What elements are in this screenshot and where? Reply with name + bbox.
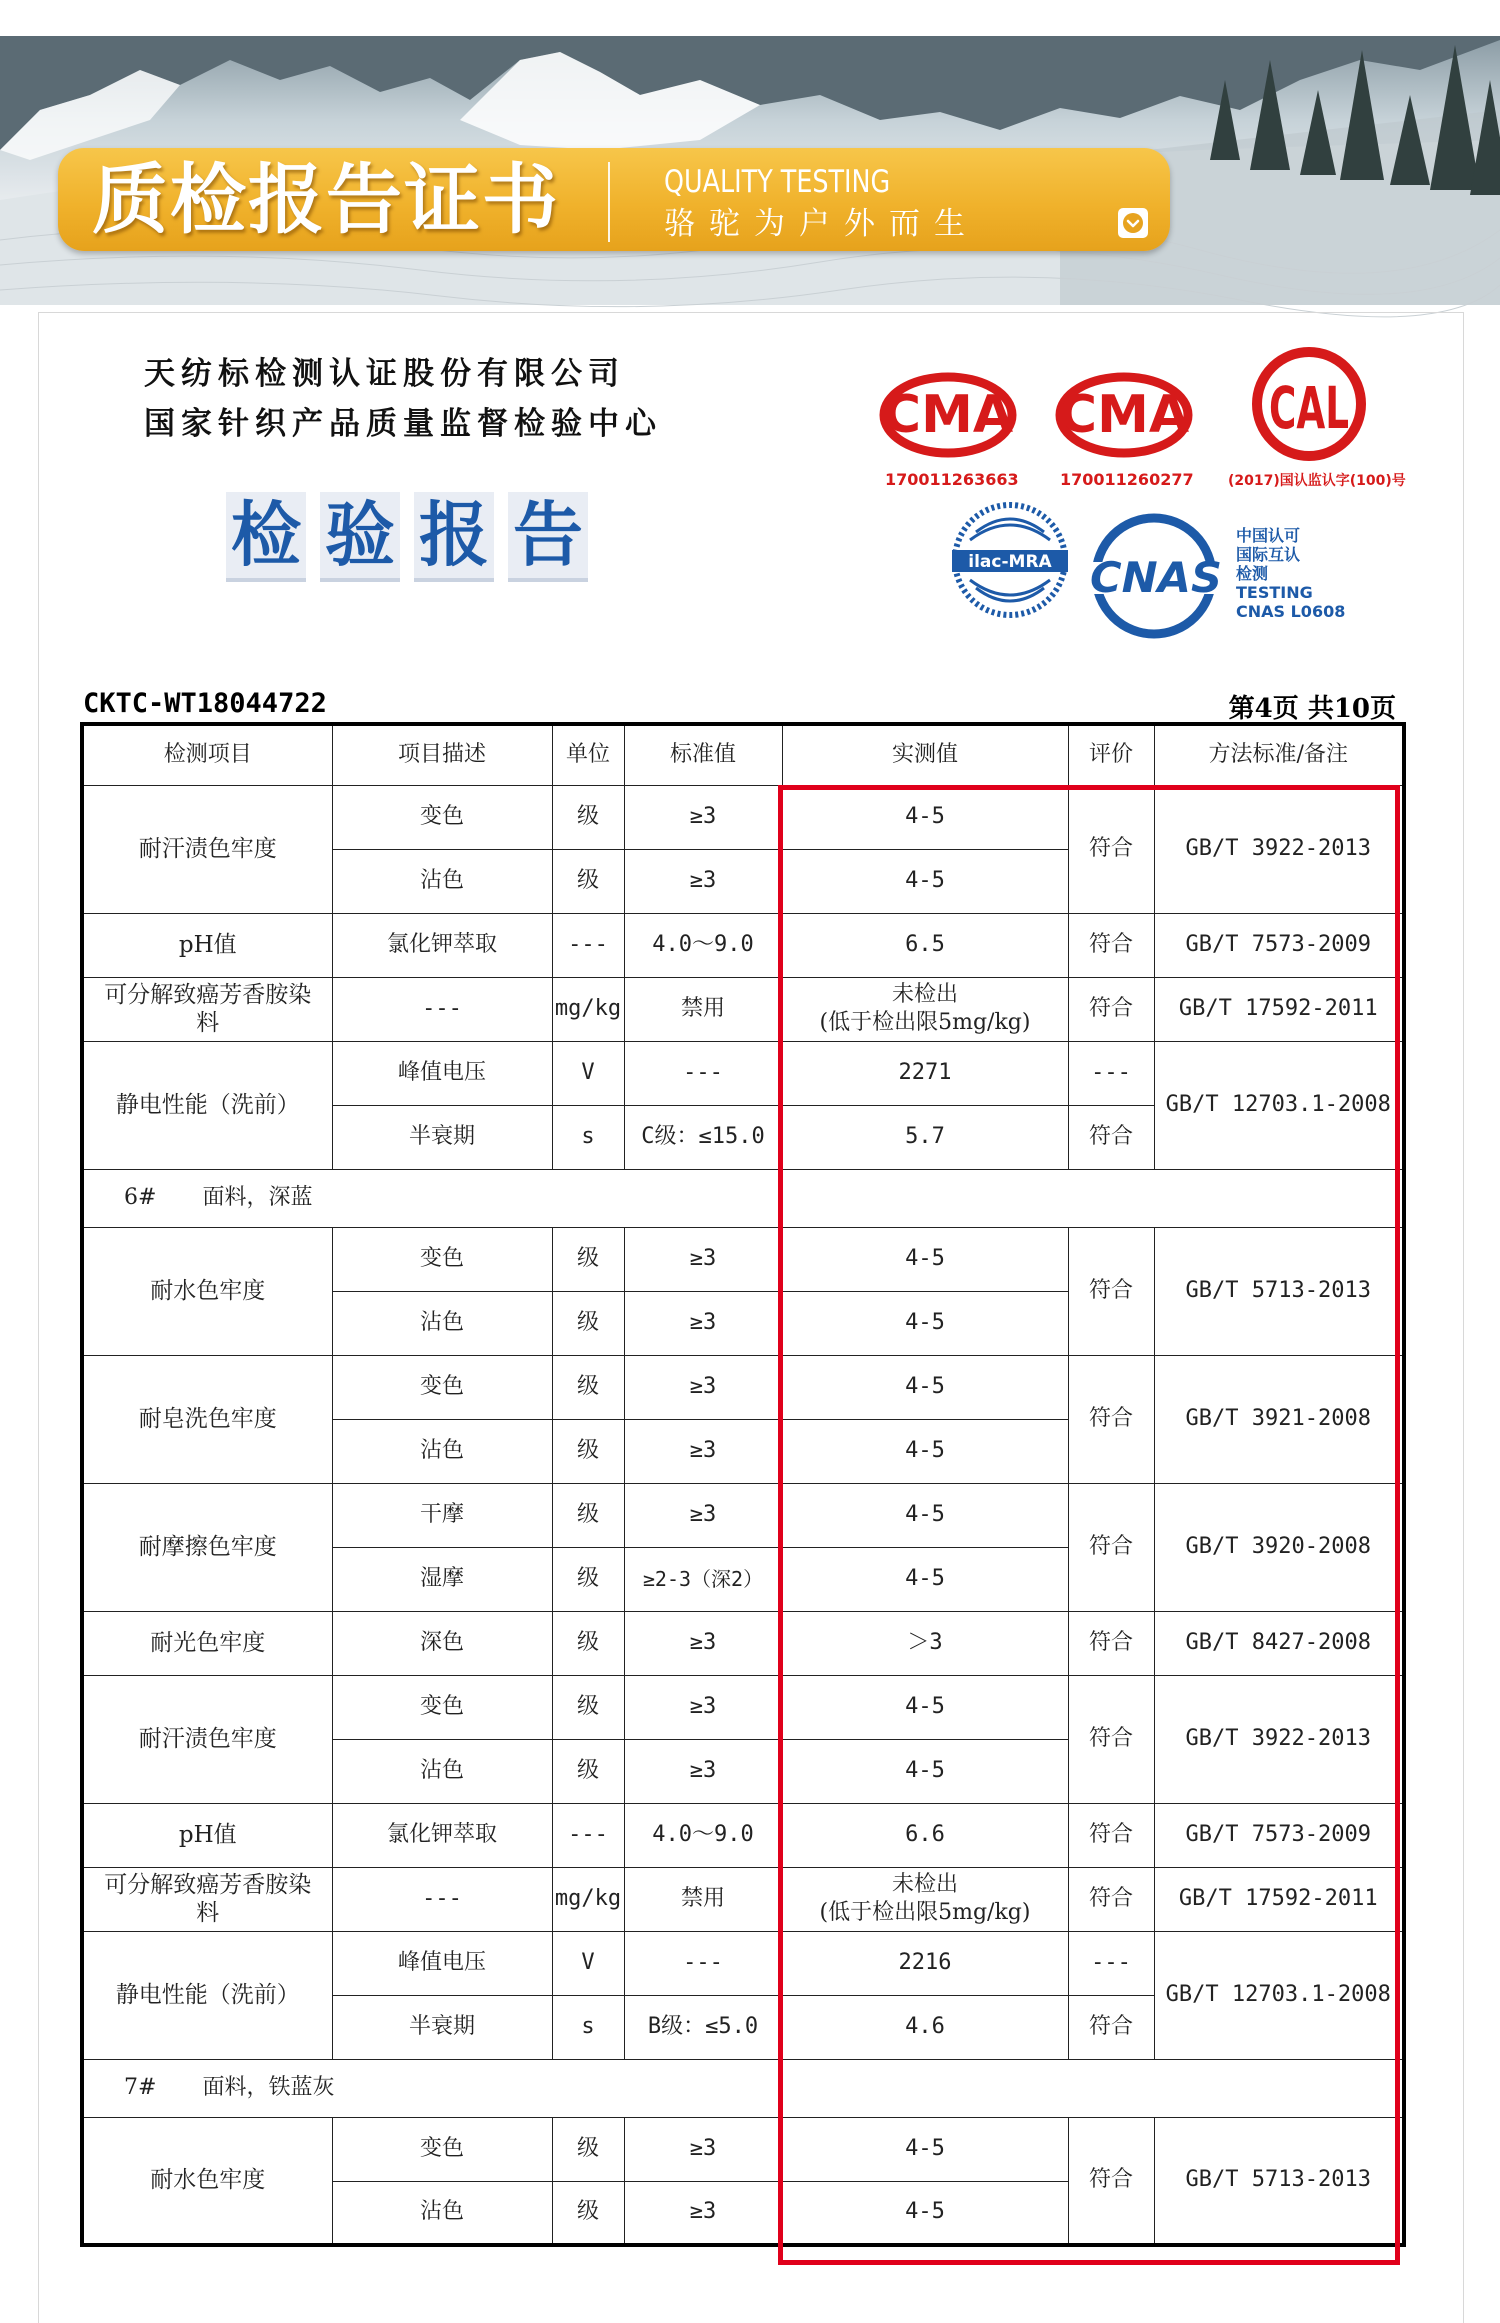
cma-logo-2-mark: CMA — [1058, 385, 1190, 445]
value-line: 未检出 — [891, 982, 958, 1007]
cal-number: (2017)国认监认字(100)号 — [1228, 473, 1406, 489]
standard-cell: --- — [624, 1041, 782, 1105]
standard-cell: ≥3 — [624, 849, 782, 913]
eval-cell: 符合 — [1068, 1995, 1154, 2059]
table-header-cell: 实测值 — [782, 724, 1068, 785]
standard-cell: ≥3 — [624, 785, 782, 849]
unit-cell: --- — [552, 913, 624, 977]
standard-cell: 禁用 — [624, 1867, 782, 1931]
test-item-cell: pH值 — [82, 913, 332, 977]
value-cell: ＞3 — [782, 1611, 1068, 1675]
value-cell: 4-5 — [782, 849, 1068, 913]
unit-cell: 级 — [552, 785, 624, 849]
banner-subtitle-en: QUALITY TESTING — [664, 164, 891, 200]
desc-cell: 沾色 — [332, 2181, 552, 2245]
unit-cell: 级 — [552, 1547, 624, 1611]
cnas-text-line: CNAS L0608 — [1236, 602, 1346, 621]
value-cell: 4-5 — [782, 1419, 1068, 1483]
value-cell: 4-5 — [782, 2181, 1068, 2245]
desc-cell: --- — [332, 1867, 552, 1931]
eval-cell: 符合 — [1068, 1227, 1154, 1355]
test-item-cell: 耐水色牢度 — [82, 1227, 332, 1355]
value-cell: 2216 — [782, 1931, 1068, 1995]
unit-cell: 级 — [552, 1611, 624, 1675]
section-label-cell — [82, 2059, 782, 2117]
unit-cell: 级 — [552, 1739, 624, 1803]
test-item-cell: 耐皂洗色牢度 — [82, 1355, 332, 1483]
test-item-cell — [82, 1867, 332, 1931]
unit-cell: V — [552, 1931, 624, 1995]
method-cell: GB/T 12703.1-2008 — [1154, 1931, 1404, 2059]
unit-cell: 级 — [552, 1675, 624, 1739]
banner-title: 质检报告证书 — [92, 155, 560, 244]
eval-cell: 符合 — [1068, 2117, 1154, 2245]
value-cell: 4-5 — [782, 785, 1068, 849]
value-cell: 4-5 — [782, 1547, 1068, 1611]
test-item-cell — [82, 977, 332, 1041]
unit-cell: 级 — [552, 2181, 624, 2245]
cnas-text-line: 中国认可 — [1236, 526, 1301, 545]
section-number: 7# — [124, 2075, 157, 2100]
desc-cell: 半衰期 — [332, 1995, 552, 2059]
banner — [0, 0, 1500, 305]
desc-cell: 沾色 — [332, 1291, 552, 1355]
desc-cell: 半衰期 — [332, 1105, 552, 1169]
table-header-cell: 方法标准/备注 — [1154, 724, 1404, 785]
desc-cell: 沾色 — [332, 1419, 552, 1483]
test-item-cell: 耐汗渍色牢度 — [82, 1675, 332, 1803]
standard-cell: 4.0～9.0 — [624, 913, 782, 977]
unit-cell: s — [552, 1995, 624, 2059]
unit-cell: 级 — [552, 1419, 624, 1483]
value-line: (低于检出限5mg/kg) — [819, 1010, 1031, 1035]
cma-number-2: 170011260277 — [1060, 470, 1194, 489]
cnas-logo — [1088, 510, 1228, 640]
method-cell: GB/T 17592-2011 — [1154, 977, 1404, 1041]
cma-logo-1 — [878, 370, 1018, 460]
value-cell: 4-5 — [782, 1739, 1068, 1803]
eval-cell: --- — [1068, 1931, 1154, 1995]
test-item-cell: 静电性能（洗前） — [82, 1931, 332, 2059]
org-name-line2: 国家针织产品质量监督检验中心 — [144, 406, 662, 442]
desc-cell: 变色 — [332, 1355, 552, 1419]
value-cell: 6.6 — [782, 1803, 1068, 1867]
test-item-line: 料 — [196, 1900, 220, 1926]
standard-cell: 4.0～9.0 — [624, 1803, 782, 1867]
cma-number-1: 170011263663 — [885, 470, 1019, 489]
section-number: 6# — [124, 1185, 157, 1210]
desc-cell: 变色 — [332, 785, 552, 849]
table-header-cell: 评价 — [1068, 724, 1154, 785]
value-cell: 2271 — [782, 1041, 1068, 1105]
standard-cell: ≥3 — [624, 2117, 782, 2181]
desc-cell: 氯化钾萃取 — [332, 913, 552, 977]
report-number: CKTC-WT18044722 — [83, 688, 327, 719]
section-label-cell — [82, 1169, 782, 1227]
standard-cell: ≥3 — [624, 1675, 782, 1739]
eval-cell: --- — [1068, 1041, 1154, 1105]
eval-cell: 符合 — [1068, 1611, 1154, 1675]
section-label: 面料，深蓝 — [202, 1185, 313, 1210]
test-item-cell: 静电性能（洗前） — [82, 1041, 332, 1169]
report-title-char: 检 — [226, 492, 306, 582]
value-line: (低于检出限5mg/kg) — [819, 1900, 1031, 1925]
unit-cell: V — [552, 1041, 624, 1105]
title-divider — [608, 162, 610, 242]
eval-cell: 符合 — [1068, 1675, 1154, 1803]
cal-logo-mark: CAL — [1269, 374, 1349, 442]
eval-cell: 符合 — [1068, 1867, 1154, 1931]
standard-cell: --- — [624, 1931, 782, 1995]
method-cell: GB/T 5713-2013 — [1154, 1227, 1404, 1355]
test-item-cell: 耐摩擦色牢度 — [82, 1483, 332, 1611]
table-header-row — [82, 724, 1404, 785]
test-item-line: 可分解致癌芳香胺染 — [104, 982, 312, 1008]
measured-values-highlight-box — [778, 785, 1400, 2265]
table-header-cell: 检测项目 — [82, 724, 332, 785]
method-cell: GB/T 3922-2013 — [1154, 785, 1404, 913]
eval-cell: 符合 — [1068, 1355, 1154, 1483]
desc-cell: 氯化钾萃取 — [332, 1803, 552, 1867]
cnas-text-line: 国际互认 — [1236, 545, 1301, 564]
method-cell: GB/T 7573-2009 — [1154, 1803, 1404, 1867]
unit-cell: 级 — [552, 1227, 624, 1291]
table-header-cell: 标准值 — [624, 724, 782, 785]
test-item-cell: 耐光色牢度 — [82, 1611, 332, 1675]
test-item-line: 可分解致癌芳香胺染 — [104, 1872, 312, 1898]
desc-cell: 干摩 — [332, 1483, 552, 1547]
method-cell: GB/T 7573-2009 — [1154, 913, 1404, 977]
desc-cell: 变色 — [332, 1675, 552, 1739]
method-cell: GB/T 8427-2008 — [1154, 1611, 1404, 1675]
value-cell: 4-5 — [782, 2117, 1068, 2181]
cnas-text-line: 检测 — [1236, 564, 1269, 583]
value-cell: 4-5 — [782, 1483, 1068, 1547]
banner-subtitle-cn: 骆驼为户外而生 — [664, 206, 979, 242]
standard-cell: ≥3 — [624, 2181, 782, 2245]
standard-cell: ≥3 — [624, 1291, 782, 1355]
cnas-mark: CNAS — [1090, 553, 1222, 602]
eval-cell: 符合 — [1068, 913, 1154, 977]
cma-logo-1-mark: CMA — [882, 385, 1014, 445]
ilac-mra-mark: ilac-MRA — [968, 552, 1052, 572]
page-info: 第4页 共10页 — [1228, 694, 1396, 724]
unit-cell: mg/kg — [552, 977, 624, 1041]
desc-cell: 峰值电压 — [332, 1931, 552, 1995]
test-item-cell: 耐汗渍色牢度 — [82, 785, 332, 913]
unit-cell: mg/kg — [552, 1867, 624, 1931]
unit-cell: s — [552, 1105, 624, 1169]
unit-cell: 级 — [552, 1483, 624, 1547]
test-item-line: 料 — [196, 1010, 220, 1036]
eval-cell: 符合 — [1068, 1483, 1154, 1611]
cnas-text-line: TESTING — [1236, 583, 1313, 602]
desc-cell: 湿摩 — [332, 1547, 552, 1611]
method-cell: GB/T 3922-2013 — [1154, 1675, 1404, 1803]
unit-cell: 级 — [552, 849, 624, 913]
value-cell: 6.5 — [782, 913, 1068, 977]
value-cell: 4-5 — [782, 1227, 1068, 1291]
cnas-text — [1236, 526, 1345, 621]
standard-cell: ≥2-3（深2） — [624, 1547, 782, 1611]
standard-cell: ≥3 — [624, 1611, 782, 1675]
standard-cell: ≥3 — [624, 1355, 782, 1419]
cal-logo — [1244, 346, 1374, 466]
test-item-cell: pH值 — [82, 1803, 332, 1867]
standard-cell: C级：≤15.0 — [624, 1105, 782, 1169]
value-cell: 4-5 — [782, 1291, 1068, 1355]
chevron-down-icon[interactable] — [1118, 208, 1148, 238]
unit-cell: 级 — [552, 2117, 624, 2181]
method-cell: GB/T 3921-2008 — [1154, 1355, 1404, 1483]
cma-logo-2 — [1054, 370, 1194, 460]
desc-cell: 变色 — [332, 1227, 552, 1291]
desc-cell: 峰值电压 — [332, 1041, 552, 1105]
report-title-char: 报 — [414, 492, 494, 582]
report-title-char: 告 — [508, 492, 588, 582]
unit-cell: --- — [552, 1803, 624, 1867]
ilac-mra-logo — [950, 500, 1070, 620]
unit-cell: 级 — [552, 1355, 624, 1419]
value-cell: 4-5 — [782, 1675, 1068, 1739]
standard-cell: ≥3 — [624, 1739, 782, 1803]
method-cell: GB/T 17592-2011 — [1154, 1867, 1404, 1931]
desc-cell: 沾色 — [332, 849, 552, 913]
standard-cell: B级：≤5.0 — [624, 1995, 782, 2059]
test-item-cell: 耐水色牢度 — [82, 2117, 332, 2245]
eval-cell: 符合 — [1068, 977, 1154, 1041]
unit-cell: 级 — [552, 1291, 624, 1355]
eval-cell: 符合 — [1068, 785, 1154, 913]
report-title — [226, 492, 596, 582]
value-cell: 4.6 — [782, 1995, 1068, 2059]
desc-cell: 变色 — [332, 2117, 552, 2181]
table-header-cell: 单位 — [552, 724, 624, 785]
org-name-line1: 天纺标检测认证股份有限公司 — [144, 356, 625, 392]
section-label: 面料，铁蓝灰 — [202, 2075, 335, 2100]
table-header-cell: 项目描述 — [332, 724, 552, 785]
report-title-char: 验 — [320, 492, 400, 582]
standard-cell: ≥3 — [624, 1227, 782, 1291]
desc-cell: 沾色 — [332, 1739, 552, 1803]
value-cell: 4-5 — [782, 1355, 1068, 1419]
eval-cell: 符合 — [1068, 1803, 1154, 1867]
value-cell: 5.7 — [782, 1105, 1068, 1169]
desc-cell: --- — [332, 977, 552, 1041]
method-cell: GB/T 5713-2013 — [1154, 2117, 1404, 2245]
method-cell: GB/T 12703.1-2008 — [1154, 1041, 1404, 1169]
standard-cell: 禁用 — [624, 977, 782, 1041]
standard-cell: ≥3 — [624, 1419, 782, 1483]
standard-cell: ≥3 — [624, 1483, 782, 1547]
desc-cell: 深色 — [332, 1611, 552, 1675]
value-line: 未检出 — [891, 1872, 958, 1897]
method-cell: GB/T 3920-2008 — [1154, 1483, 1404, 1611]
eval-cell: 符合 — [1068, 1105, 1154, 1169]
